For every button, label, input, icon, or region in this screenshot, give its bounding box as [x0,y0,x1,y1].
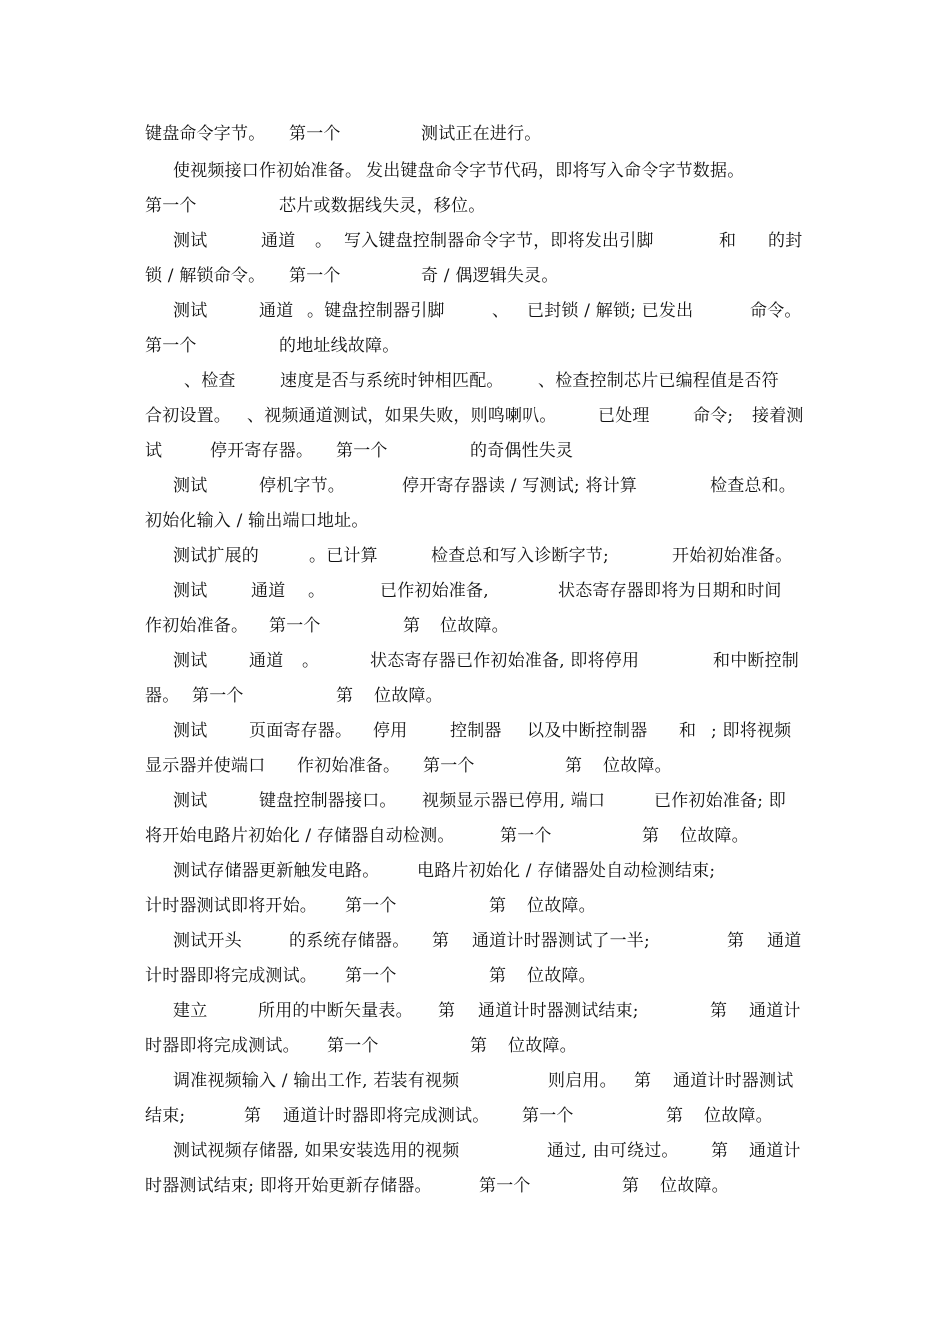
text-line [0,790,950,812]
text-line [0,195,950,217]
text-segment: 时器即将完成测试。 [145,1036,300,1056]
text-segment: 第一个 [145,336,197,356]
text-segment: 命令。 [750,301,802,321]
text-segment: 测试 [173,581,208,601]
text-line [0,300,950,322]
text-segment: 第 [489,896,507,916]
text-segment: 停开寄存器。 [210,441,314,461]
text-segment: 的奇偶性失灵 [470,441,574,461]
text-segment: 通道计时器测试结束; [478,1001,639,1021]
text-segment: 通道计 [749,1141,801,1161]
text-segment: 第 [710,1001,728,1021]
text-line [0,545,950,567]
text-segment: 显示器并使端口 [145,756,266,776]
text-line [0,1175,950,1197]
text-line [0,405,950,427]
text-segment: 位故障。 [527,896,596,916]
text-line [0,965,950,987]
text-segment: 则启用。 [548,1071,617,1091]
text-segment: 状态寄存器即将为日期和时间 [558,581,782,601]
text-segment: 将开始电路片初始化 / 存储器自动检测。 [145,826,455,846]
text-segment: 。键盘控制器引脚 [307,301,445,321]
text-segment: 通道 [767,931,802,951]
text-segment: 的地址线故障。 [279,336,400,356]
text-segment: 位故障。 [374,686,443,706]
text-segment: ; 即将视频 [711,721,792,741]
text-segment: 第一个 [336,441,388,461]
text-segment: 测试开头 [173,931,242,951]
text-segment: 已作初始准备, [380,581,489,601]
text-segment: 通道计时器测试 [673,1071,794,1091]
text-segment: 测试 [173,791,208,811]
text-segment: 建立 [173,1001,208,1021]
text-line [0,720,950,742]
text-segment: 第一个 [269,616,321,636]
text-line [0,580,950,602]
text-line [0,1000,950,1022]
text-segment: 、视频通道测试，如果失败，则鸣喇叭。 [247,406,557,426]
text-segment: 第 [642,826,660,846]
text-segment: 发出键盘命令字节代码，即将写入命令字节数据。 [366,161,745,181]
text-segment: 已处理 [598,406,650,426]
text-segment: 测试 [173,651,208,671]
text-segment: 以及中断控制器 [527,721,648,741]
text-line [0,615,950,637]
text-segment: 速度是否与系统时钟相匹配。 [280,371,504,391]
text-segment: 第一个 [345,966,397,986]
text-segment: 的封 [768,231,803,251]
text-segment: 计时器即将完成测试。 [145,966,317,986]
text-line [0,1140,950,1162]
text-segment: 芯片或数据线失灵，移位。 [279,196,486,216]
text-line [0,160,950,182]
text-segment: 第 [244,1106,262,1126]
text-segment: 位故障。 [680,826,749,846]
text-segment: 键盘命令字节。 [145,124,266,144]
text-segment: 第 [438,1001,456,1021]
text-segment: 状态寄存器已作初始准备, 即将停用 [370,651,640,671]
text-segment: 通道计时器测试了一半; [472,931,650,951]
text-segment: 锁 / 解锁命令。 [145,266,266,286]
text-segment: 作初始准备。 [145,616,249,636]
text-segment: 已封锁 / 解锁; 已发出 [527,301,694,321]
text-line [0,1035,950,1057]
text-segment: 位故障。 [440,616,509,636]
text-segment: 停开寄存器读 / 写测试; 将计算 [402,476,638,496]
text-line [0,685,950,707]
text-segment: 测试存储器更新触发电路。 [173,861,380,881]
text-segment: 测试 [173,476,208,496]
text-segment: 第 [711,1141,729,1161]
text-segment: 第一个 [192,686,244,706]
text-segment: 控制器 [450,721,502,741]
text-segment: 第 [336,686,354,706]
text-segment: 测试 [173,231,208,251]
text-segment: 第一个 [289,124,341,144]
text-segment: 页面寄存器。 [249,721,353,741]
text-segment: 命令; [693,406,734,426]
text-segment: 位故障。 [508,1036,577,1056]
text-line [0,440,950,462]
text-line [0,1105,950,1127]
text-segment: 第 [432,931,450,951]
text-segment: 通道 [249,651,284,671]
text-segment: 、检查 [184,371,236,391]
text-segment: 接着测 [752,406,804,426]
text-segment: 器。 [145,686,180,706]
text-line [0,755,950,777]
text-segment: 电路片初始化 / 存储器处自动检测结束; [417,861,716,881]
text-segment: 时器测试结束; 即将开始更新存储器。 [145,1176,432,1196]
text-segment: 第 [565,756,583,776]
text-segment: 调准视频输入 / 输出工作, 若装有视频 [173,1071,460,1091]
text-line [0,123,950,145]
text-segment: 和 [719,231,737,251]
text-segment: 停用 [373,721,408,741]
text-segment: 合初设置。 [145,406,231,426]
text-line [0,265,950,287]
text-segment: 通道计 [749,1001,801,1021]
text-segment: 检查总和。 [710,476,796,496]
text-segment: 初始化输入 / 输出端口地址。 [145,511,369,531]
text-segment: 、 [492,301,510,321]
text-segment: 第 [489,966,507,986]
text-segment: 停机字节。 [259,476,345,496]
text-segment: 。 [308,581,326,601]
text-segment: 和中断控制 [713,651,799,671]
text-segment: 第一个 [423,756,475,776]
text-segment: 位故障。 [527,966,596,986]
text-segment: 作初始准备。 [297,756,401,776]
text-segment: 键盘控制器接口。 [259,791,397,811]
text-line [0,335,950,357]
text-segment: 试 [145,441,163,461]
text-segment: 使视频接口作初始准备。 [173,161,363,181]
text-segment: 通道计时器即将完成测试。 [283,1106,490,1126]
text-segment: 位故障。 [660,1176,729,1196]
text-line [0,1070,950,1092]
text-segment: 开始初始准备。 [672,546,793,566]
text-segment: 写入键盘控制器命令字节，即将发出引脚 [344,231,654,251]
text-line [0,475,950,497]
text-segment: 的系统存储器。 [289,931,410,951]
text-segment: 位故障。 [704,1106,773,1126]
text-line [0,510,950,532]
text-line [0,895,950,917]
text-segment: 第 [727,931,745,951]
text-line [0,825,950,847]
text-segment: 和 [679,721,697,741]
text-line [0,370,950,392]
text-segment: 测试正在进行。 [421,124,542,144]
text-segment: 、检查控制芯片已编程值是否符 [538,371,779,391]
text-segment: 第一个 [327,1036,379,1056]
text-segment: 通过, 由可绕过。 [547,1141,679,1161]
text-line [0,650,950,672]
text-segment: 第一个 [522,1106,574,1126]
text-segment: 第一个 [500,826,552,846]
text-segment: 测试 [173,721,208,741]
text-segment: 。 [315,231,333,251]
text-line [0,930,950,952]
text-segment: 测试 [173,301,208,321]
text-segment: 。 [302,651,320,671]
text-segment: 第 [622,1176,640,1196]
text-segment: 位故障。 [603,756,672,776]
text-segment: 奇 / 偶逻辑失灵。 [421,266,559,286]
text-segment: 已作初始准备; 即 [654,791,786,811]
text-segment: 第 [470,1036,488,1056]
text-segment: 所用的中断矢量表。 [258,1001,413,1021]
text-segment: 通道 [251,581,286,601]
text-segment: 测试视频存储器, 如果安装选用的视频 [173,1141,460,1161]
text-segment: 第一个 [479,1176,531,1196]
text-segment: 。已计算 [309,546,378,566]
text-segment: 第 [403,616,421,636]
text-segment: 第 [666,1106,684,1126]
text-segment: 第一个 [145,196,197,216]
text-line [0,230,950,252]
text-segment: 第一个 [289,266,341,286]
text-segment: 结束; [145,1106,186,1126]
text-segment: 检查总和写入诊断字节; [431,546,609,566]
text-segment: 视频显示器已停用, 端口 [422,791,606,811]
text-segment: 第 [634,1071,652,1091]
text-segment: 通道 [259,301,294,321]
text-line [0,860,950,882]
text-segment: 第一个 [345,896,397,916]
text-segment: 通道 [261,231,296,251]
text-segment: 测试扩展的 [173,546,259,566]
text-segment: 计时器测试即将开始。 [145,896,317,916]
